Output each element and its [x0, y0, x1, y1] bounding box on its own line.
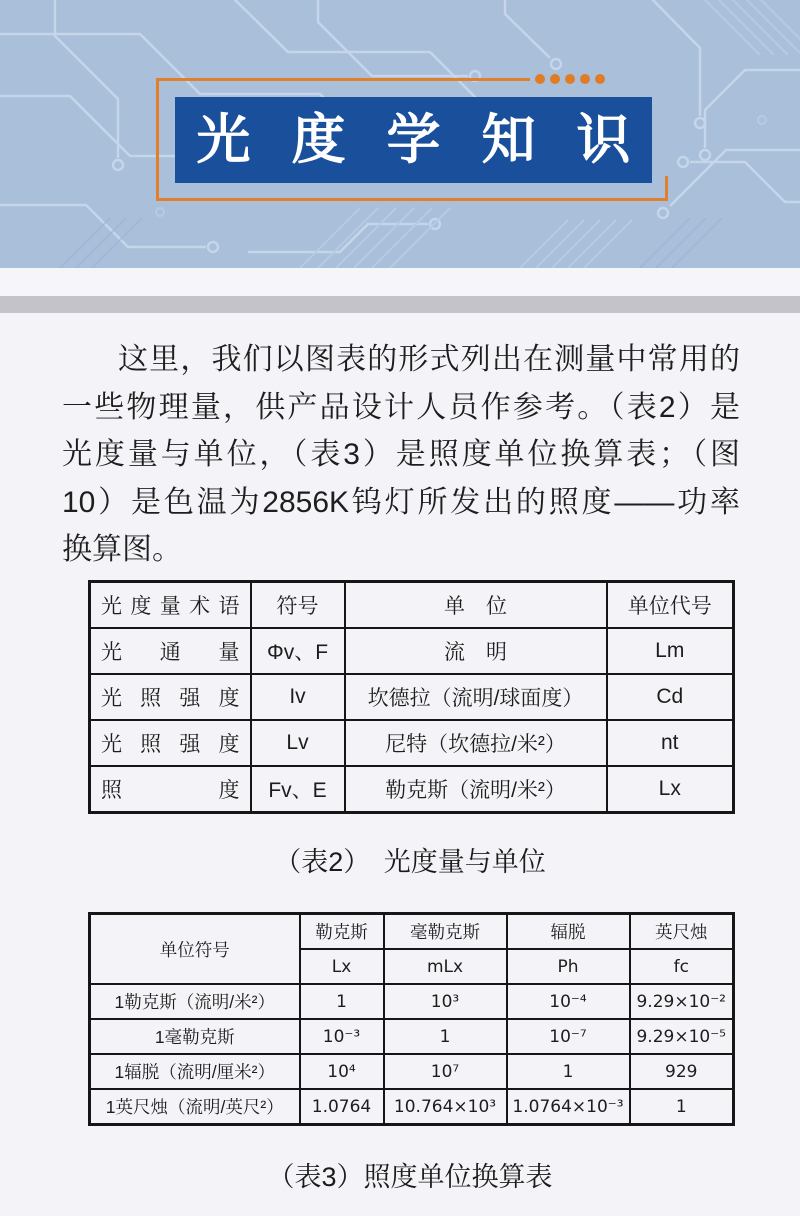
- dot-icon: [580, 74, 590, 84]
- label-cell: 1辐脱（流明/厘米²）: [90, 1054, 300, 1089]
- label-cell: 1勒克斯（流明/米²）: [90, 984, 300, 1019]
- title-banner: [175, 97, 672, 183]
- unit-cell: 流 明: [345, 628, 607, 674]
- value-cell: 10⁷: [384, 1054, 507, 1089]
- header-cell: Lx: [300, 949, 384, 984]
- table-row: [90, 1054, 734, 1089]
- dot-icon: [565, 74, 575, 84]
- header-cell: 辐脱: [507, 914, 630, 950]
- page-title: 光度学知识: [196, 110, 672, 170]
- code-cell: Lm: [607, 628, 734, 674]
- paragraph-line: 这里，我们以图表的形式列出在测量中常用的: [118, 343, 740, 376]
- accent-frame-left: [156, 78, 159, 201]
- value-cell: 10⁴: [300, 1054, 384, 1089]
- value-cell: 10³: [384, 984, 507, 1019]
- dot-icon: [550, 74, 560, 84]
- unit-cell: 尼特（坎德拉/米²）: [345, 720, 607, 766]
- paragraph-line: 换算图。: [62, 533, 182, 566]
- value-cell: 1: [384, 1019, 507, 1054]
- label-cell: 1毫勒克斯: [90, 1019, 300, 1054]
- hero-header: [0, 0, 800, 268]
- label-cell: 1英尺烛（流明/英尺²）: [90, 1089, 300, 1125]
- divider-strip-light: [0, 268, 800, 296]
- header-cell: Ph: [507, 949, 630, 984]
- paragraph-line: 光度量与单位，（表3）是照度单位换算表；（图: [62, 438, 740, 471]
- code-cell: Lx: [607, 766, 734, 813]
- paragraph-line: 10）是色温为2856K钨灯所发出的照度——功率: [62, 485, 740, 519]
- term-cell: 光照强度: [90, 674, 251, 720]
- table-row: [90, 674, 734, 720]
- table-header-row: [90, 914, 734, 950]
- dot-icon: [535, 74, 545, 84]
- dot-icon: [595, 74, 605, 84]
- table-row: [90, 720, 734, 766]
- header-cell: 英尺烛: [630, 914, 734, 950]
- table3-illuminance-conversion: [88, 912, 735, 1126]
- value-cell: 10⁻⁷: [507, 1019, 630, 1054]
- paragraph-line: 一些物理量，供产品设计人员作参考。（表2）是: [62, 390, 740, 424]
- value-cell: 929: [630, 1054, 734, 1089]
- table-row: [90, 766, 734, 813]
- header-cell: 毫勒克斯: [384, 914, 507, 950]
- unit-cell: 坎德拉（流明/球面度）: [345, 674, 607, 720]
- accent-dots: [535, 74, 605, 84]
- term-cell: 照度: [90, 766, 251, 813]
- header-cell: mLx: [384, 949, 507, 984]
- value-cell: 1.0764: [300, 1089, 384, 1125]
- header-cell: 光度量术语: [90, 582, 251, 629]
- accent-frame-top: [156, 78, 530, 81]
- value-cell: 1: [507, 1054, 630, 1089]
- header-cell: fc: [630, 949, 734, 984]
- symbol-cell: Iv: [251, 674, 345, 720]
- value-cell: 1: [630, 1089, 734, 1125]
- intro-paragraph: [62, 336, 740, 574]
- value-cell: 1.0764×10⁻³: [507, 1089, 630, 1125]
- term-cell: 光通量: [90, 628, 251, 674]
- symbol-cell: Φv、F: [251, 628, 345, 674]
- term-cell: 光照强度: [90, 720, 251, 766]
- header-cell: 单 位: [345, 582, 607, 629]
- value-cell: 9.29×10⁻²: [630, 984, 734, 1019]
- symbol-cell: Fv、E: [251, 766, 345, 813]
- symbol-cell: Lv: [251, 720, 345, 766]
- table2-photometric-units: [88, 580, 735, 814]
- accent-frame-bottom: [156, 198, 668, 201]
- code-cell: Cd: [607, 674, 734, 720]
- code-cell: nt: [607, 720, 734, 766]
- value-cell: 9.29×10⁻⁵: [630, 1019, 734, 1054]
- divider-strip-gray: [0, 296, 800, 313]
- corner-cell: 单位符号: [90, 914, 300, 985]
- value-cell: 10⁻⁴: [507, 984, 630, 1019]
- header-cell: 符号: [251, 582, 345, 629]
- unit-cell: 勒克斯（流明/米²）: [345, 766, 607, 813]
- value-cell: 10.764×10³: [384, 1089, 507, 1125]
- table-row: [90, 628, 734, 674]
- accent-frame-right: [665, 176, 668, 201]
- table-row: [90, 1089, 734, 1125]
- table3-caption: （表3）照度单位换算表: [267, 1162, 553, 1192]
- table-row: [90, 1019, 734, 1054]
- value-cell: 10⁻³: [300, 1019, 384, 1054]
- value-cell: 1: [300, 984, 384, 1019]
- table-row: [90, 984, 734, 1019]
- header-cell: 勒克斯: [300, 914, 384, 950]
- table2-caption: （表2） 光度量与单位: [274, 847, 546, 877]
- header-cell: 单位代号: [607, 582, 734, 629]
- table-header-row: [90, 582, 734, 629]
